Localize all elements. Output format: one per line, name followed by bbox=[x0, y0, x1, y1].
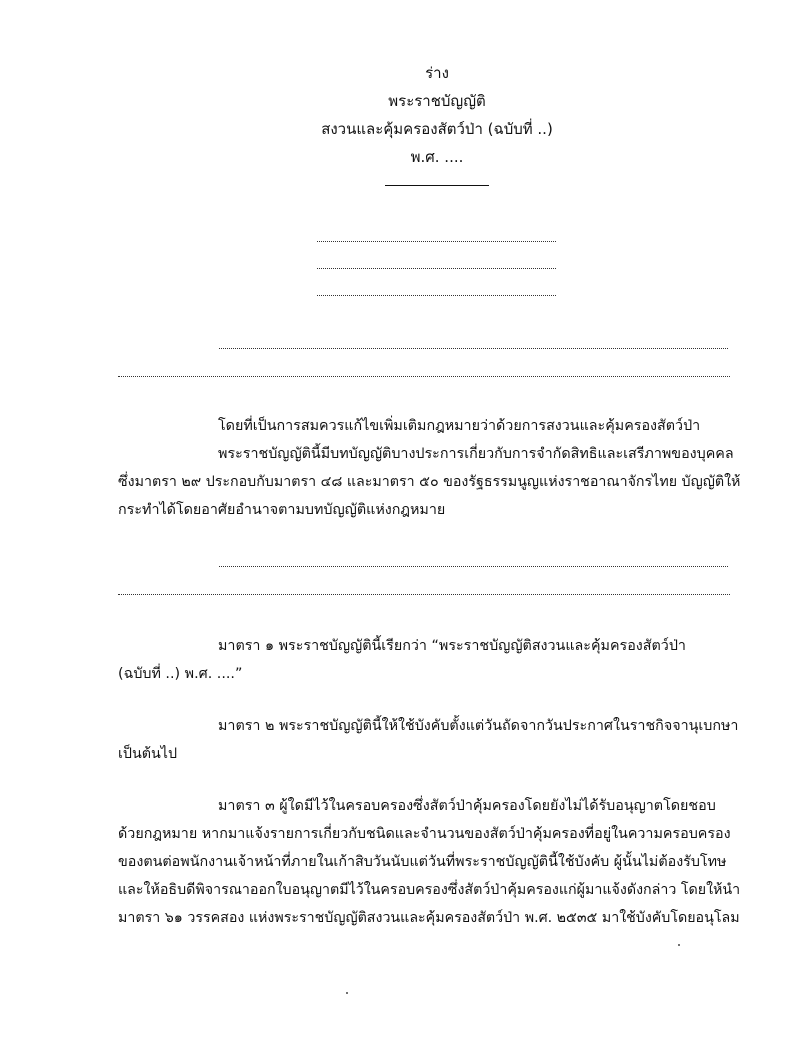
section-3-line: และให้อธิบดีพิจารณาออกใบอนุญาตมีไว้ในครอบครองซึ่งสัตว์ป่าคุ้มครองแก่ผู้มาแจ้งดังกล่าว โดยให้นำ bbox=[118, 882, 741, 898]
section-3-line: ของตนต่อพนักงานเจ้าหน้าที่ภายในเก้าสิบวันนับแต่วันที่พระราชบัญญัตินี้ใช้บังคับ ผู้นั้นไม่ต้องรับโทษ bbox=[118, 854, 727, 870]
section-3-line: ด้วยกฎหมาย หากมาแจ้งรายการเกี่ยวกับชนิดและจำนวนของสัตว์ป่าคุ้มครองที่อยู่ในความครอบครอง bbox=[118, 826, 731, 842]
enactment-placeholder-line bbox=[317, 295, 556, 296]
section-3-line: มาตรา ๖๑ วรรคสอง แห่งพระราชบัญญัติสงวนและคุ้มครองสัตว์ป่า พ.ศ. ๒๕๓๕ มาใช้บังคับโดยอนุโลม bbox=[118, 910, 740, 926]
act-title: พระราชบัญญัติ bbox=[388, 92, 486, 110]
preamble-placeholder-line bbox=[118, 376, 730, 377]
section-3-line: มาตรา ๓ ผู้ใดมีไว้ในครอบครองซึ่งสัตว์ป่าคุ้มครองโดยยังไม่ได้รับอนุญาตโดยชอบ bbox=[218, 798, 716, 814]
enactment-placeholder-line bbox=[317, 268, 556, 269]
section-1-line: มาตรา ๑ พระราชบัญญัตินี้เรียกว่า “พระราชบัญญัติสงวนและคุ้มครองสัตว์ป่า bbox=[218, 638, 686, 654]
section-1-line: (ฉบับที่ ..) พ.ศ. ....” bbox=[118, 666, 243, 682]
scan-speck bbox=[346, 992, 348, 994]
act-year: พ.ศ. .... bbox=[410, 148, 464, 166]
enactment-clause-placeholder-line bbox=[219, 566, 728, 567]
preamble-line: โดยที่เป็นการสมควรแก้ไขเพิ่มเติมกฎหมายว่าด้วยการสงวนและคุ้มครองสัตว์ป่า bbox=[218, 418, 701, 434]
enactment-clause-placeholder-line bbox=[118, 594, 730, 595]
enactment-placeholder-line bbox=[317, 241, 556, 242]
section-2-line: มาตรา ๒ พระราชบัญญัตินี้ให้ใช้บังคับตั้งแต่วันถัดจากวันประกาศในราชกิจจานุเบกษา bbox=[218, 718, 739, 734]
preamble-line: พระราชบัญญัตินี้มีบทบัญญัติบางประการเกี่ยวกับการจำกัดสิทธิและเสรีภาพของบุคคล bbox=[218, 446, 734, 462]
preamble-line: ซึ่งมาตรา ๒๙ ประกอบกับมาตรา ๔๘ และมาตรา ๕๐ ของรัฐธรรมนูญแห่งราชอาณาจักรไทย บัญญัติให้ bbox=[118, 474, 741, 490]
scan-speck bbox=[678, 944, 680, 946]
act-subtitle: สงวนและคุ้มครองสัตว์ป่า (ฉบับที่ ..) bbox=[321, 120, 553, 138]
section-2-line: เป็นต้นไป bbox=[118, 746, 178, 762]
preamble-line: กระทำได้โดยอาศัยอำนาจตามบทบัญญัติแห่งกฎหมาย bbox=[118, 502, 446, 518]
title-underline bbox=[385, 185, 489, 186]
draft-label: ร่าง bbox=[425, 64, 449, 82]
preamble-placeholder-line bbox=[219, 348, 728, 349]
